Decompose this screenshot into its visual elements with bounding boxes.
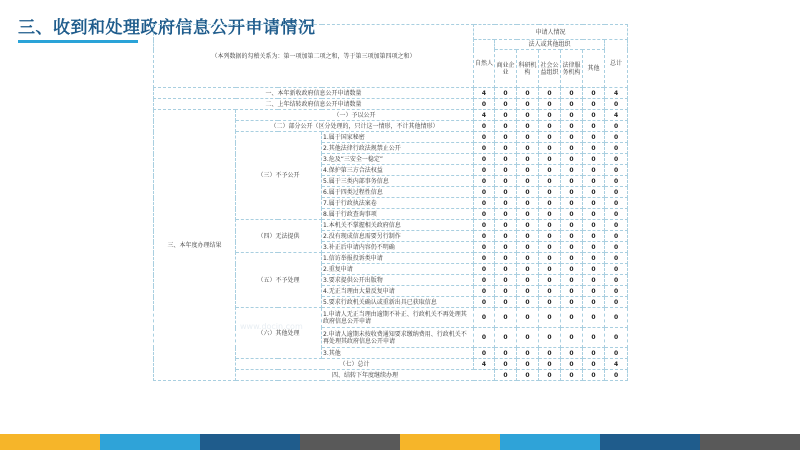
cell: 0 — [474, 187, 495, 198]
cell: 0 — [517, 187, 539, 198]
cell: 0 — [583, 359, 605, 370]
cell: 4 — [605, 359, 628, 370]
cell: 0 — [539, 165, 561, 176]
cell: 0 — [583, 242, 605, 253]
row-label: 8.属于行政查询事项 — [322, 209, 474, 220]
cell: 0 — [495, 110, 517, 121]
cell: 0 — [605, 165, 628, 176]
cell: 0 — [605, 209, 628, 220]
cell: 0 — [517, 348, 539, 359]
cell: 0 — [517, 88, 539, 99]
cell: 0 — [495, 308, 517, 328]
cell: 0 — [517, 308, 539, 328]
cell: 0 — [583, 308, 605, 328]
group-label: 三、本年度办理结果 — [154, 110, 236, 381]
row-label: 4.无正当理由大量反复申请 — [322, 286, 474, 297]
row-label: 2.没有现成信息需要另行制作 — [322, 231, 474, 242]
cell: 0 — [605, 328, 628, 348]
header-legal-group: 法人或其他组织 — [495, 40, 605, 50]
row-label: 5.要求行政机关确认或重新出具已获取信息 — [322, 297, 474, 308]
row-label: 3.要求提供公开出版物 — [322, 275, 474, 286]
cell: 0 — [583, 198, 605, 209]
cell: 0 — [517, 110, 539, 121]
header-applicant: 申请人情况 — [474, 25, 628, 40]
cell: 0 — [517, 176, 539, 187]
cell: 0 — [583, 88, 605, 99]
row-label: 5.属于三类内部事务信息 — [322, 176, 474, 187]
cell: 0 — [539, 121, 561, 132]
cell: 0 — [561, 110, 583, 121]
cell: 0 — [583, 231, 605, 242]
cell: 0 — [583, 328, 605, 348]
table-row — [154, 110, 628, 121]
cell: 0 — [605, 286, 628, 297]
cell: 0 — [495, 143, 517, 154]
cell: 0 — [495, 154, 517, 165]
header-social: 社会公益组织 — [539, 50, 561, 88]
row-label: 一、本年新收政府信息公开申请数量 — [154, 88, 474, 99]
cell: 0 — [605, 308, 628, 328]
cell: 0 — [605, 198, 628, 209]
cell: 0 — [539, 220, 561, 231]
cell: 0 — [495, 264, 517, 275]
cell: 0 — [561, 359, 583, 370]
cell: 0 — [495, 121, 517, 132]
row-label: 7.属于行政执法案卷 — [322, 198, 474, 209]
cell: 0 — [495, 198, 517, 209]
cell: 0 — [561, 297, 583, 308]
cell: 0 — [474, 220, 495, 231]
cell: 0 — [539, 99, 561, 110]
cell: 0 — [605, 132, 628, 143]
cell: 0 — [474, 264, 495, 275]
cell: 0 — [495, 275, 517, 286]
cell: 0 — [583, 220, 605, 231]
cell: 0 — [517, 198, 539, 209]
cell: 0 — [583, 154, 605, 165]
cell: 0 — [495, 187, 517, 198]
footer-segment — [300, 434, 400, 450]
row-label: （二）部分公开（区分处理的，只计这一情形，不计其他情形） — [236, 121, 474, 132]
cell: 0 — [495, 370, 517, 381]
cell: 0 — [517, 253, 539, 264]
cell: 0 — [517, 359, 539, 370]
cell: 0 — [474, 275, 495, 286]
cell: 0 — [583, 370, 605, 381]
cell: 0 — [583, 143, 605, 154]
cell: 0 — [561, 187, 583, 198]
cell: 4 — [474, 359, 495, 370]
cell: 0 — [495, 165, 517, 176]
header-total: 总计 — [605, 40, 628, 88]
cell: 0 — [605, 154, 628, 165]
cell: 0 — [561, 132, 583, 143]
cell: 0 — [474, 198, 495, 209]
cell: 0 — [539, 359, 561, 370]
cell: 0 — [517, 242, 539, 253]
cell: 0 — [583, 176, 605, 187]
cell: 0 — [605, 242, 628, 253]
cell: 0 — [561, 264, 583, 275]
cell: 0 — [539, 264, 561, 275]
cell: 0 — [561, 143, 583, 154]
cell: 0 — [539, 242, 561, 253]
row-label: （一）予以公开 — [236, 110, 474, 121]
header-other: 其他 — [583, 50, 605, 88]
cell: 0 — [605, 264, 628, 275]
cell: 0 — [539, 187, 561, 198]
cell: 0 — [517, 121, 539, 132]
cell: 0 — [583, 264, 605, 275]
footer-segment — [400, 434, 500, 450]
row-label: 4.保护第三方合法权益 — [322, 165, 474, 176]
cell: 0 — [495, 132, 517, 143]
row-label: 2.其他法律行政法规禁止公开 — [322, 143, 474, 154]
cell: 0 — [561, 348, 583, 359]
header-research: 科研机构 — [517, 50, 539, 88]
cell: 0 — [583, 297, 605, 308]
row-label: 2.申请人逾期未按收费通知要求缴纳费用、行政机关不再处理其政府信息公开申请 — [322, 328, 474, 348]
cell: 0 — [583, 286, 605, 297]
footer-segment — [100, 434, 200, 450]
cell: 0 — [517, 231, 539, 242]
row-label: （七）总计 — [236, 359, 474, 370]
cell: 0 — [517, 370, 539, 381]
cell: 0 — [561, 154, 583, 165]
cell: 0 — [474, 132, 495, 143]
cell: 0 — [539, 143, 561, 154]
cell: 0 — [561, 176, 583, 187]
header-note: （本列数据的勾稽关系为：第一项加第二项之和，等于第三项加第四项之和） — [154, 25, 474, 88]
cell: 0 — [539, 209, 561, 220]
cell: 0 — [474, 286, 495, 297]
disclosure-table — [153, 24, 628, 381]
cell: 0 — [517, 297, 539, 308]
cell: 0 — [561, 242, 583, 253]
row-label: 二、上年结转政府信息公开申请数量 — [154, 99, 474, 110]
cell: 0 — [539, 132, 561, 143]
cell: 0 — [474, 231, 495, 242]
cell: 0 — [474, 308, 495, 328]
row-label: 1.申请人无正当理由逾期不补正、行政机关不再处理其政府信息公开申请 — [322, 308, 474, 328]
cell: 0 — [517, 209, 539, 220]
cell: 0 — [583, 132, 605, 143]
cell: 0 — [474, 242, 495, 253]
cell: 0 — [605, 348, 628, 359]
cell: 0 — [539, 348, 561, 359]
cell: 0 — [605, 253, 628, 264]
cell: 0 — [474, 328, 495, 348]
watermark: www.docin.com — [240, 322, 303, 331]
cell: 0 — [583, 99, 605, 110]
cell: 0 — [517, 275, 539, 286]
cell: 0 — [561, 231, 583, 242]
cell: 0 — [539, 154, 561, 165]
cell: 0 — [495, 209, 517, 220]
cell: 0 — [495, 99, 517, 110]
row-label: 1.信访举报投诉类申请 — [322, 253, 474, 264]
cell: 4 — [474, 110, 495, 121]
cell: 0 — [474, 165, 495, 176]
cell: 0 — [517, 220, 539, 231]
cell: 0 — [561, 165, 583, 176]
subgroup-label: （五）不予处理 — [236, 253, 322, 308]
cell: 0 — [561, 370, 583, 381]
cell: 0 — [517, 132, 539, 143]
cell: 0 — [561, 275, 583, 286]
cell: 0 — [583, 348, 605, 359]
cell: 0 — [539, 286, 561, 297]
row-label: 3.补正后申请内容仍不明确 — [322, 242, 474, 253]
cell: 0 — [583, 110, 605, 121]
cell: 0 — [539, 370, 561, 381]
cell: 0 — [495, 176, 517, 187]
row-label: 3.其他 — [322, 348, 474, 359]
cell: 0 — [474, 154, 495, 165]
cell: 0 — [605, 99, 628, 110]
cell: 0 — [539, 297, 561, 308]
cell: 0 — [517, 99, 539, 110]
cell: 0 — [561, 198, 583, 209]
cell: 0 — [583, 209, 605, 220]
cell: 0 — [583, 187, 605, 198]
table-row — [154, 99, 628, 110]
row-label: 3.危及“三安全一稳定” — [322, 154, 474, 165]
cell: 0 — [539, 253, 561, 264]
cell: 0 — [605, 220, 628, 231]
footer-segment — [200, 434, 300, 450]
cell: 0 — [561, 328, 583, 348]
cell: 0 — [474, 253, 495, 264]
subgroup-label: （六）其他处理 — [236, 308, 322, 359]
cell: 0 — [539, 231, 561, 242]
cell: 0 — [539, 88, 561, 99]
cell: 0 — [561, 209, 583, 220]
cell: 0 — [495, 231, 517, 242]
cell: 4 — [605, 88, 628, 99]
footer-segment — [0, 434, 100, 450]
cell: 0 — [561, 99, 583, 110]
table-row — [154, 88, 628, 99]
cell: 0 — [539, 110, 561, 121]
cell: 0 — [561, 308, 583, 328]
cell: 0 — [561, 121, 583, 132]
cell: 0 — [495, 328, 517, 348]
header-natural-person: 自然人 — [474, 40, 495, 88]
cell: 4 — [605, 110, 628, 121]
cell: 0 — [605, 121, 628, 132]
cell: 0 — [517, 143, 539, 154]
footer-segment — [500, 434, 600, 450]
cell: 0 — [495, 286, 517, 297]
cell: 0 — [583, 275, 605, 286]
row-label: 2.重复申请 — [322, 264, 474, 275]
cell: 0 — [517, 328, 539, 348]
cell: 0 — [474, 209, 495, 220]
cell: 0 — [539, 275, 561, 286]
row-label: 6.属于四类过程性信息 — [322, 187, 474, 198]
cell: 0 — [495, 242, 517, 253]
cell: 0 — [561, 253, 583, 264]
cell: 0 — [517, 165, 539, 176]
cell: 0 — [583, 165, 605, 176]
cell: 0 — [605, 187, 628, 198]
cell: 0 — [605, 231, 628, 242]
cell: 0 — [605, 143, 628, 154]
cell: 0 — [539, 308, 561, 328]
cell: 0 — [605, 275, 628, 286]
footer-segment — [700, 434, 800, 450]
cell: 0 — [561, 286, 583, 297]
cell: 0 — [474, 348, 495, 359]
row-label: 1.属于国家秘密 — [322, 132, 474, 143]
cell: 0 — [539, 176, 561, 187]
cell: 0 — [495, 359, 517, 370]
header-commercial: 商业企业 — [495, 50, 517, 88]
cell: 0 — [495, 348, 517, 359]
row-label: 四、结转下年度继续办理 — [236, 370, 495, 381]
cell: 0 — [605, 297, 628, 308]
cell: 0 — [474, 176, 495, 187]
cell: 0 — [539, 198, 561, 209]
cell: 0 — [495, 220, 517, 231]
cell: 0 — [474, 297, 495, 308]
cell: 0 — [517, 264, 539, 275]
cell: 0 — [495, 297, 517, 308]
cell: 0 — [495, 88, 517, 99]
cell: 0 — [583, 253, 605, 264]
cell: 0 — [474, 121, 495, 132]
title-underline — [18, 40, 138, 43]
cell: 0 — [474, 143, 495, 154]
footer-color-bar — [0, 434, 800, 450]
subgroup-label: （三）不予公开 — [236, 132, 322, 220]
cell: 0 — [561, 220, 583, 231]
cell: 0 — [474, 99, 495, 110]
cell: 0 — [495, 253, 517, 264]
subgroup-label: （四）无法提供 — [236, 220, 322, 253]
footer-segment — [600, 434, 700, 450]
cell: 0 — [605, 370, 628, 381]
page-title-text: 三、收到和处理政府信息公开申请情况 — [18, 17, 316, 38]
cell: 0 — [539, 328, 561, 348]
cell: 0 — [517, 286, 539, 297]
cell: 0 — [605, 176, 628, 187]
row-label: 1.本机关不掌握相关政府信息 — [322, 220, 474, 231]
cell: 0 — [517, 154, 539, 165]
cell: 0 — [583, 121, 605, 132]
cell: 4 — [474, 88, 495, 99]
cell: 0 — [561, 88, 583, 99]
header-legal-service: 法律服务机构 — [561, 50, 583, 88]
